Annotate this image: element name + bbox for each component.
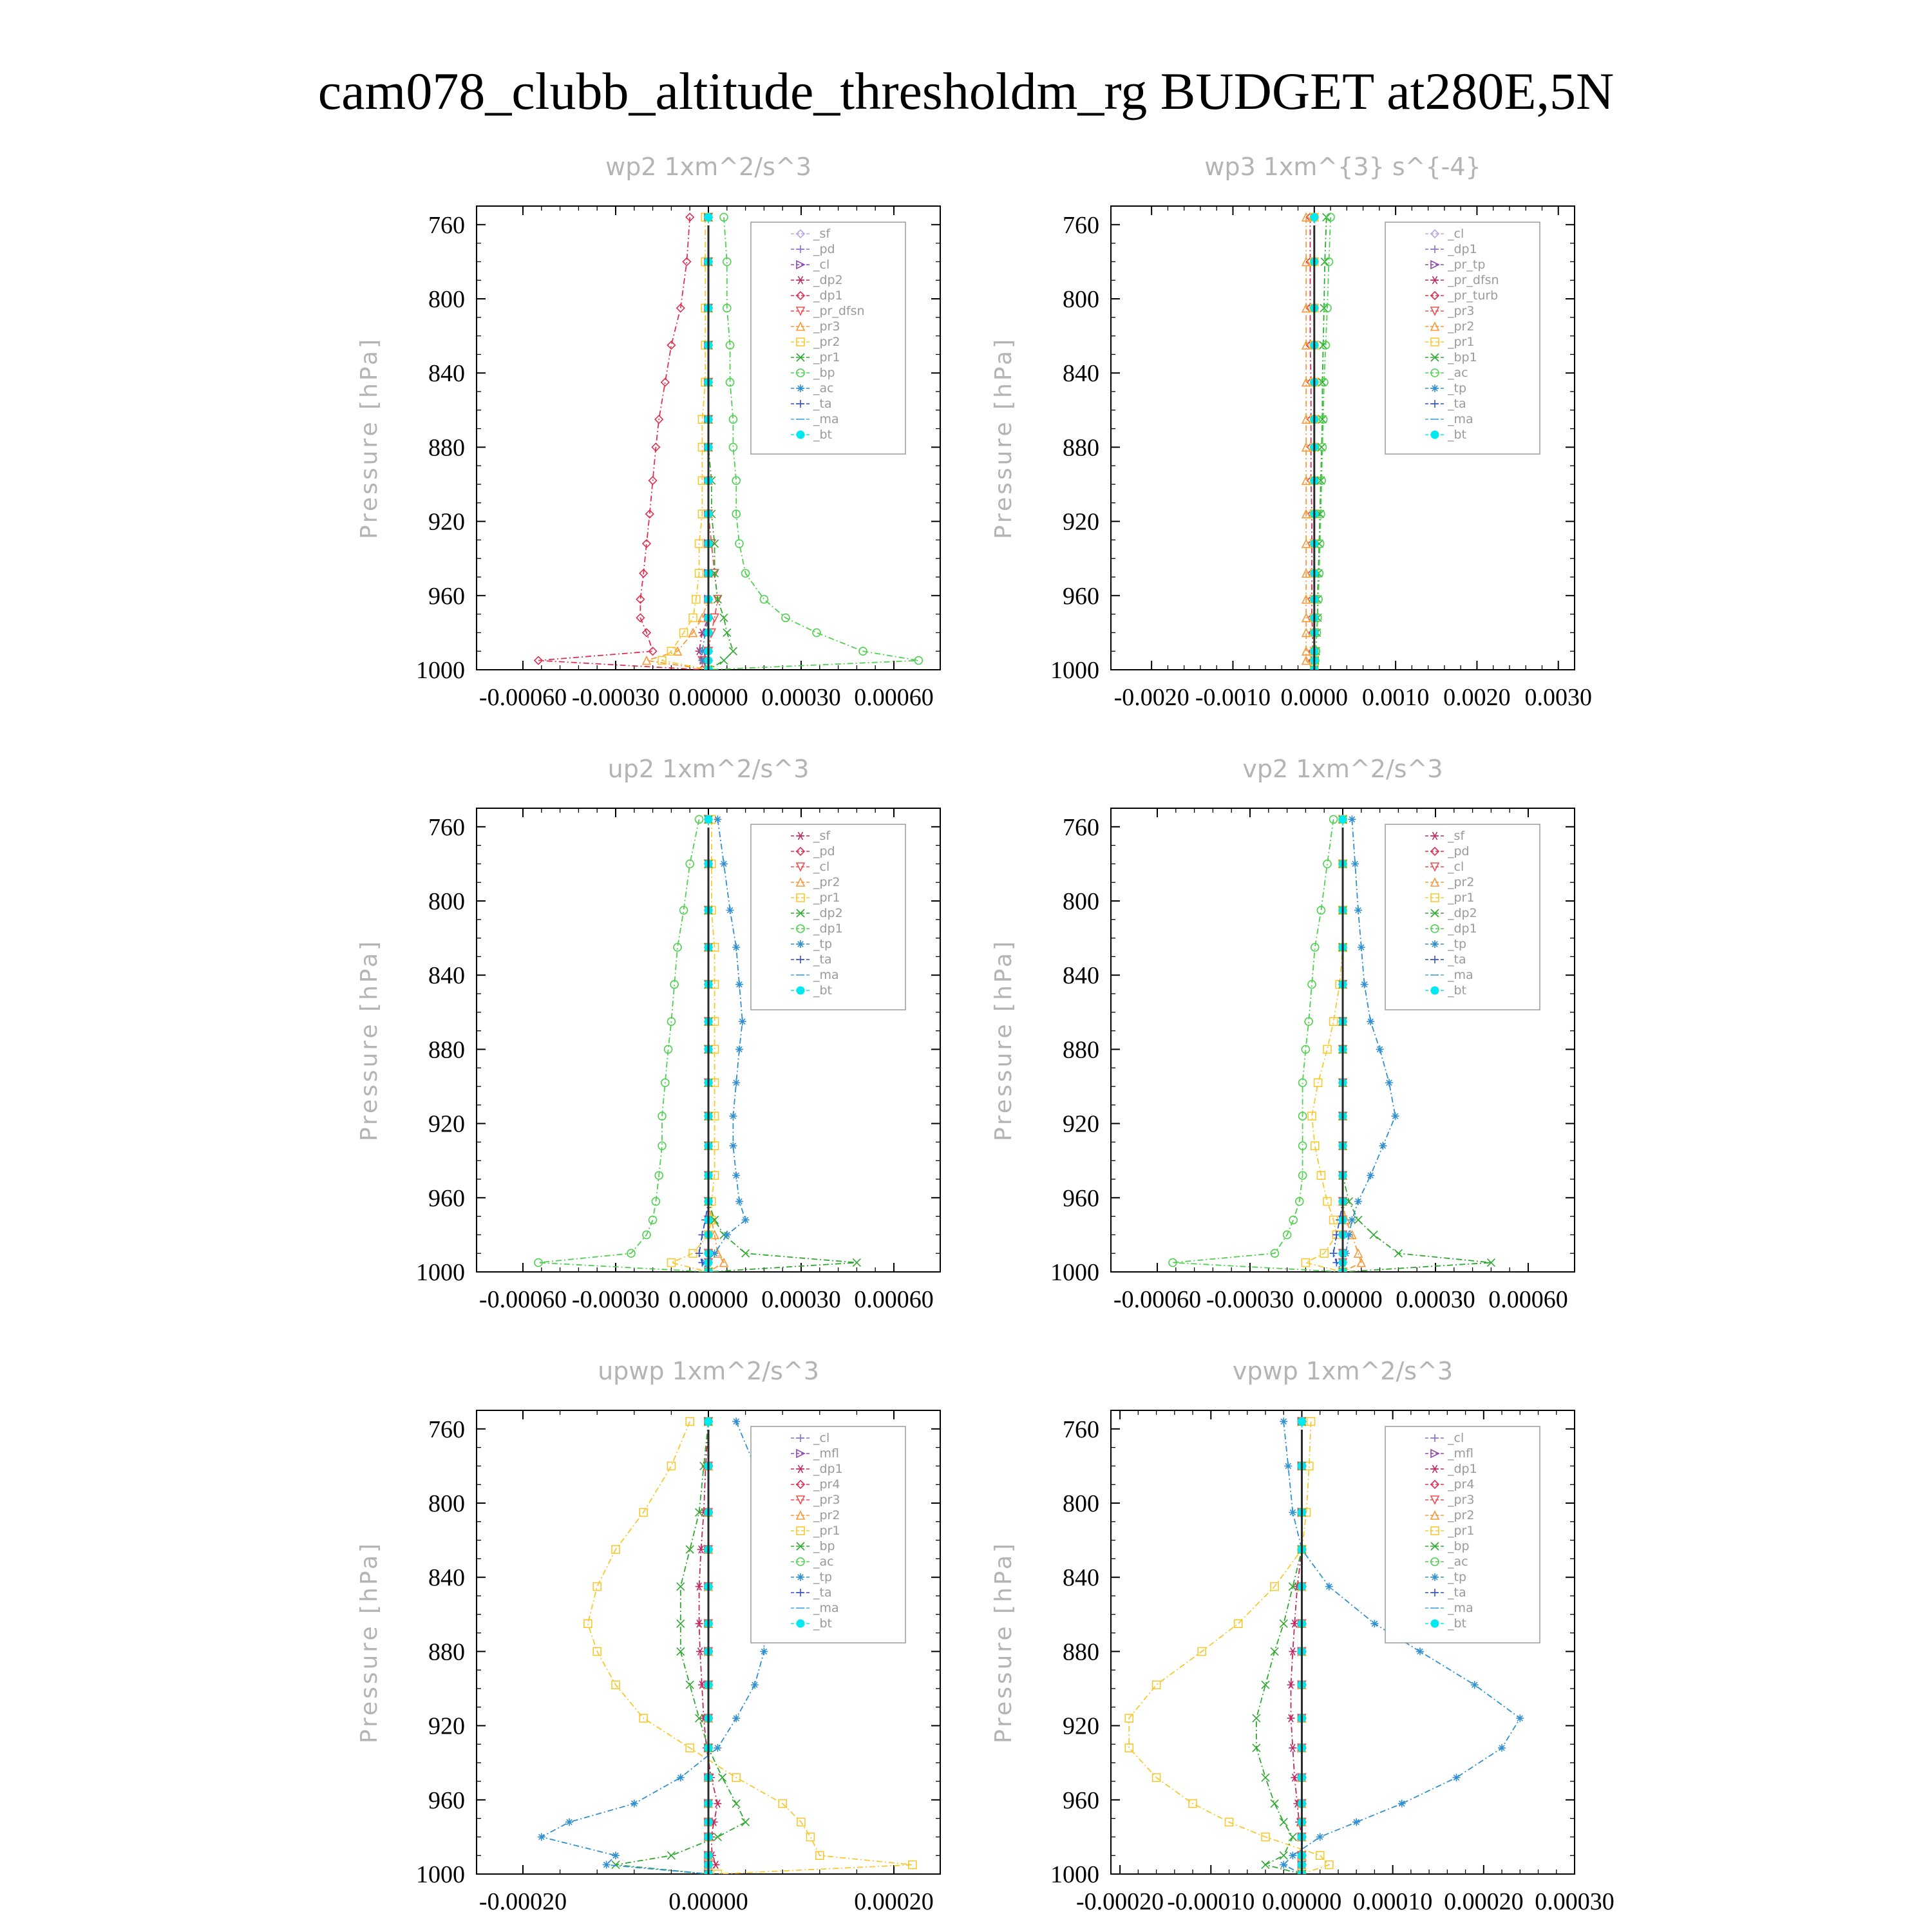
legend-label: _pr1 bbox=[1448, 891, 1475, 905]
series-point-tp bbox=[1325, 1583, 1333, 1591]
legend-label: _pr4 bbox=[1448, 1477, 1475, 1492]
series-point-tp bbox=[1516, 1714, 1524, 1722]
series-point-pr1 bbox=[686, 1417, 694, 1425]
x-tick-label: 0.00060 bbox=[1488, 1286, 1568, 1313]
series-point-bp bbox=[1262, 1861, 1269, 1869]
legend-label: _pr_dfsn bbox=[1448, 273, 1499, 287]
series-point-bp bbox=[1289, 1833, 1296, 1841]
series-point-pr1 bbox=[1302, 1259, 1309, 1267]
y-tick-label: 960 bbox=[428, 1786, 465, 1814]
series-point-tp bbox=[538, 1833, 545, 1841]
panel-2 bbox=[990, 153, 1592, 711]
y-tick-label: 920 bbox=[1063, 508, 1099, 536]
legend-label: _cl bbox=[813, 1431, 830, 1445]
x-tick-label: -0.00020 bbox=[1076, 1888, 1164, 1915]
y-tick-label: 1000 bbox=[416, 1861, 465, 1888]
series-point-tp bbox=[720, 860, 728, 867]
legend-label: _pr2 bbox=[813, 875, 840, 889]
plot-area bbox=[1302, 213, 1334, 674]
series-point-tp bbox=[1358, 943, 1365, 951]
panel-6 bbox=[990, 1357, 1615, 1915]
series-point-tp bbox=[1370, 1620, 1378, 1627]
y-axis-label: Pressure [hPa] bbox=[990, 1540, 1017, 1744]
y-tick-label: 960 bbox=[428, 1184, 465, 1212]
series-point-tp bbox=[735, 1198, 743, 1206]
panel-title: upwp 1xm^2/s^3 bbox=[598, 1357, 819, 1385]
panel-3 bbox=[356, 755, 940, 1313]
legend-marker bbox=[1431, 1573, 1439, 1581]
legend-label: _pr2 bbox=[1448, 875, 1475, 889]
series-point-bt bbox=[705, 213, 712, 221]
x-tick-label: -0.00030 bbox=[1206, 1286, 1294, 1313]
series-line-bp bbox=[616, 1421, 746, 1874]
legend-label: _dp2 bbox=[813, 906, 843, 920]
series-point-tp bbox=[714, 1744, 721, 1752]
legend-label: _dp1 bbox=[813, 922, 843, 936]
series-point-tp bbox=[1498, 1744, 1506, 1752]
series-point-tp bbox=[1367, 1018, 1374, 1025]
series-point-tp bbox=[677, 1774, 685, 1781]
panel-title: wp3 1xm^{3} s^{-4} bbox=[1204, 153, 1481, 181]
legend-marker bbox=[1431, 384, 1439, 392]
legend-label: _bt bbox=[813, 428, 833, 442]
x-tick-label: 0.00030 bbox=[761, 684, 841, 711]
y-tick-label: 1000 bbox=[416, 1259, 465, 1286]
legend-label: _dp2 bbox=[1448, 906, 1477, 920]
y-tick-label: 760 bbox=[1063, 1416, 1099, 1443]
series-point-tp bbox=[1348, 1216, 1356, 1224]
x-tick-label: 0.00030 bbox=[1535, 1888, 1615, 1915]
y-tick-label: 920 bbox=[1063, 1712, 1099, 1740]
legend-marker bbox=[797, 384, 804, 392]
y-tick-label: 920 bbox=[428, 508, 465, 536]
y-axis-label: Pressure [hPa] bbox=[356, 1540, 383, 1744]
legend-label: _pr3 bbox=[813, 1493, 840, 1507]
series-point-tp bbox=[1392, 1112, 1399, 1120]
series-point-bt bbox=[705, 815, 712, 823]
series-point-pr1 bbox=[1323, 1198, 1331, 1206]
series-point-tp bbox=[735, 981, 743, 989]
series-point-bp bbox=[1262, 1681, 1269, 1689]
series-point-pr1 bbox=[584, 1620, 592, 1627]
y-tick-label: 920 bbox=[428, 1110, 465, 1138]
y-tick-label: 840 bbox=[1063, 360, 1099, 388]
series-point-tp bbox=[1471, 1681, 1479, 1689]
series-point-tp bbox=[732, 1417, 740, 1425]
panel-title: up2 1xm^2/s^3 bbox=[607, 755, 810, 783]
series-point-tp bbox=[1289, 1852, 1296, 1859]
series-point-pr1 bbox=[720, 657, 728, 665]
series-line-dp1 bbox=[538, 819, 708, 1272]
x-tick-label: 0.0010 bbox=[1361, 684, 1430, 711]
y-tick-label: 840 bbox=[428, 1564, 465, 1592]
legend-label: _pr2 bbox=[813, 1508, 840, 1522]
series-point-tp bbox=[612, 1852, 620, 1859]
legend-label: _cl bbox=[1448, 860, 1464, 874]
legend-label: _ma bbox=[813, 1601, 839, 1615]
panel-4 bbox=[990, 755, 1575, 1313]
legend-label: _sf bbox=[1448, 829, 1465, 843]
series-point-tp bbox=[729, 1112, 737, 1120]
series-point-tp bbox=[739, 1018, 746, 1025]
x-tick-label: 0.00000 bbox=[1262, 1888, 1342, 1915]
series-point-tp bbox=[714, 815, 721, 823]
series-point-tp bbox=[1354, 1198, 1362, 1206]
series-point-pr1 bbox=[667, 1259, 675, 1267]
legend-label: _dp1 bbox=[1448, 922, 1477, 936]
series-point-tp bbox=[732, 1171, 740, 1179]
x-tick-label: 0.00030 bbox=[1396, 1286, 1475, 1313]
legend-label: _dp1 bbox=[813, 289, 843, 303]
series-point-bp bbox=[686, 1546, 694, 1553]
legend-label: _cl bbox=[1448, 1431, 1464, 1445]
y-tick-label: 880 bbox=[1063, 1638, 1099, 1666]
legend-label: _tp bbox=[1448, 381, 1467, 395]
series-point-tp bbox=[1398, 1800, 1406, 1808]
y-tick-label: 960 bbox=[1063, 1786, 1099, 1814]
legend-label: _ac bbox=[813, 1555, 834, 1569]
panel-5 bbox=[356, 1357, 940, 1915]
y-tick-label: 960 bbox=[1063, 582, 1099, 610]
series-point-tp bbox=[603, 1861, 611, 1869]
x-tick-label: 0.00020 bbox=[854, 1888, 934, 1915]
legend-label: _dp2 bbox=[813, 273, 843, 287]
series-point-tp bbox=[735, 1045, 743, 1053]
series-point-dp1 bbox=[1289, 1744, 1296, 1752]
y-tick-label: 960 bbox=[1063, 1184, 1099, 1212]
x-tick-label: 0.0030 bbox=[1524, 684, 1592, 711]
legend-label: _ma bbox=[813, 412, 839, 426]
series-point-tp bbox=[732, 943, 740, 951]
legend-label: _pr_dfsn bbox=[813, 304, 865, 318]
x-tick-label: 0.00000 bbox=[668, 684, 748, 711]
series-point-tp bbox=[1379, 1142, 1387, 1150]
x-tick-label: -0.00020 bbox=[478, 1888, 567, 1915]
series-point-bp bbox=[677, 1647, 685, 1655]
x-tick-label: -0.00010 bbox=[1167, 1888, 1255, 1915]
legend-label: _mfl bbox=[1448, 1446, 1473, 1461]
legend-label: _pr3 bbox=[1448, 304, 1475, 318]
legend-label: _dp1 bbox=[1448, 1462, 1477, 1476]
series-point-tp bbox=[1354, 906, 1362, 914]
y-tick-label: 880 bbox=[1063, 434, 1099, 462]
x-tick-label: -0.00060 bbox=[478, 684, 567, 711]
y-tick-label: 800 bbox=[428, 1490, 465, 1517]
x-tick-label: 0.00000 bbox=[668, 1888, 748, 1915]
y-tick-label: 840 bbox=[428, 360, 465, 388]
x-tick-label: 0.00000 bbox=[1303, 1286, 1383, 1313]
legend-label: _bp bbox=[813, 1539, 835, 1553]
series-point-tp bbox=[760, 1647, 768, 1655]
series-point-tp bbox=[630, 1800, 638, 1808]
legend-label: _pr1 bbox=[1448, 1524, 1475, 1538]
series-point-tp bbox=[732, 1079, 740, 1086]
series-point-tp bbox=[1284, 1462, 1292, 1470]
legend-label: _bt bbox=[1448, 1616, 1467, 1631]
series-point-ta bbox=[1330, 1249, 1338, 1257]
x-tick-label: 0.00060 bbox=[854, 684, 934, 711]
series-point-bp bbox=[732, 1800, 740, 1808]
y-tick-label: 920 bbox=[1063, 1110, 1099, 1138]
legend-marker bbox=[797, 940, 804, 948]
series-point-bp bbox=[1271, 1647, 1278, 1655]
series-point-bp bbox=[742, 1818, 750, 1826]
legend-label: _pr3 bbox=[1448, 1493, 1475, 1507]
series-point-tp bbox=[726, 906, 734, 914]
series-point-bp bbox=[686, 1681, 694, 1689]
legend-label: _pr_turb bbox=[1448, 289, 1499, 303]
series-point-bp bbox=[1280, 1818, 1287, 1826]
legend-label: _bp bbox=[1448, 1539, 1470, 1553]
legend-label: _sf bbox=[813, 227, 831, 241]
x-tick-label: 0.0000 bbox=[1280, 684, 1349, 711]
legend-marker bbox=[1431, 940, 1439, 948]
series-point-tp bbox=[742, 1216, 750, 1224]
legend-marker bbox=[1431, 431, 1439, 439]
legend-label: _tp bbox=[1448, 937, 1467, 951]
legend-label: _pd bbox=[1448, 844, 1470, 858]
y-tick-label: 760 bbox=[428, 1416, 465, 1443]
legend-marker bbox=[797, 1620, 804, 1627]
series-point-dp2 bbox=[1370, 1231, 1378, 1238]
legend-label: _ma bbox=[813, 968, 839, 982]
legend-label: _pd bbox=[813, 844, 835, 858]
legend-label: _tp bbox=[813, 937, 833, 951]
panel-title: vp2 1xm^2/s^3 bbox=[1242, 755, 1443, 783]
legend-label: _pd bbox=[813, 242, 835, 256]
y-tick-label: 760 bbox=[1063, 813, 1099, 841]
series-point-tp bbox=[565, 1818, 573, 1826]
series-point-tp bbox=[1316, 1833, 1324, 1841]
series-point-bp bbox=[1271, 1800, 1278, 1808]
legend-label: _bt bbox=[1448, 428, 1467, 442]
legend-label: _ta bbox=[813, 397, 832, 411]
series-point-tp bbox=[751, 1681, 759, 1689]
series-point-tp bbox=[1348, 815, 1356, 823]
series-point-bp bbox=[1253, 1744, 1260, 1752]
x-tick-label: 0.0020 bbox=[1443, 684, 1511, 711]
series-point-tp bbox=[1280, 1861, 1287, 1869]
series-line-dp1 bbox=[538, 217, 702, 670]
series-point-tp bbox=[723, 1231, 731, 1238]
y-tick-label: 800 bbox=[1063, 286, 1099, 313]
series-point-tp bbox=[1352, 1818, 1360, 1826]
figure-title: cam078_clubb_altitude_thresholdm_rg BUDGET at280E,5N bbox=[317, 62, 1615, 120]
y-tick-label: 880 bbox=[428, 1036, 465, 1064]
series-point-bt bbox=[1311, 213, 1318, 221]
y-tick-label: 800 bbox=[1063, 888, 1099, 915]
legend-label: _bt bbox=[1448, 983, 1467, 998]
series-point-bp bbox=[813, 629, 820, 636]
legend-label: _ta bbox=[813, 952, 832, 967]
y-tick-label: 960 bbox=[428, 582, 465, 610]
x-tick-label: 0.00010 bbox=[1352, 1888, 1433, 1915]
legend-label: _ac bbox=[813, 381, 834, 395]
series-point-pr1 bbox=[1323, 1045, 1331, 1053]
series-point-bp bbox=[719, 1774, 726, 1781]
legend-marker bbox=[797, 987, 804, 994]
x-tick-label: 0.00020 bbox=[1444, 1888, 1524, 1915]
series-point-bp bbox=[1280, 1852, 1287, 1859]
legend-label: _ta bbox=[1448, 952, 1466, 967]
series-point-tp bbox=[1280, 1417, 1287, 1425]
legend-label: _cl bbox=[1448, 227, 1464, 241]
x-tick-label: -0.00030 bbox=[571, 1286, 660, 1313]
series-point-bp bbox=[677, 1620, 685, 1627]
series-point-bt bbox=[1298, 1417, 1305, 1425]
legend-label: _pr1 bbox=[813, 350, 840, 365]
legend-label: _pr3 bbox=[813, 319, 840, 334]
legend-label: _ma bbox=[1448, 1601, 1473, 1615]
panel-title: wp2 1xm^2/s^3 bbox=[605, 153, 811, 181]
legend-label: _ma bbox=[1448, 968, 1473, 982]
legend-label: _dp1 bbox=[813, 1462, 843, 1476]
series-point-tp bbox=[1361, 981, 1368, 989]
legend-label: _pr4 bbox=[813, 1477, 840, 1492]
legend-label: _pr2 bbox=[1448, 319, 1475, 334]
series-point-tp bbox=[1367, 1171, 1374, 1179]
series-point-tp bbox=[1376, 1045, 1384, 1053]
x-tick-label: -0.00030 bbox=[571, 684, 660, 711]
series-point-pr2 bbox=[1354, 1249, 1362, 1257]
y-tick-label: 760 bbox=[1063, 211, 1099, 239]
series-point-bp bbox=[1253, 1714, 1260, 1722]
y-tick-label: 760 bbox=[428, 211, 465, 239]
legend-label: _mfl bbox=[813, 1446, 839, 1461]
y-tick-label: 840 bbox=[1063, 962, 1099, 990]
y-tick-label: 840 bbox=[428, 962, 465, 990]
x-tick-label: -0.0020 bbox=[1113, 684, 1189, 711]
x-tick-label: 0.00060 bbox=[854, 1286, 934, 1313]
panel-title: vpwp 1xm^2/s^3 bbox=[1232, 1357, 1454, 1385]
series-point-pr1 bbox=[667, 1462, 675, 1470]
y-tick-label: 840 bbox=[1063, 1564, 1099, 1592]
series-point-pr1 bbox=[723, 629, 731, 636]
series-point-bp bbox=[1280, 1620, 1287, 1627]
legend-label: _ta bbox=[1448, 1586, 1466, 1600]
x-tick-label: -0.00060 bbox=[478, 1286, 567, 1313]
series-point-bp bbox=[667, 1852, 675, 1859]
series-point-bp bbox=[677, 1583, 685, 1591]
series-point-dp2 bbox=[742, 1249, 750, 1257]
series-point-dp2 bbox=[1394, 1249, 1402, 1257]
legend-label: _cl bbox=[813, 860, 830, 874]
y-tick-label: 1000 bbox=[1050, 1259, 1099, 1286]
series-point-dp1 bbox=[667, 341, 675, 349]
legend-label: _pr1 bbox=[1448, 335, 1475, 349]
legend-label: _ac bbox=[1448, 1555, 1468, 1569]
series-point-pr1 bbox=[729, 647, 737, 655]
legend-label: _ta bbox=[813, 1586, 832, 1600]
series-point-tp bbox=[1351, 860, 1359, 867]
series-point-tp bbox=[1416, 1647, 1424, 1655]
legend-label: _bt bbox=[813, 1616, 833, 1631]
series-point-pr1 bbox=[806, 1833, 814, 1841]
legend-label: _cl bbox=[813, 258, 830, 272]
y-tick-label: 1000 bbox=[1050, 657, 1099, 684]
series-point-tp bbox=[729, 1142, 737, 1150]
x-tick-label: 0.00000 bbox=[668, 1286, 748, 1313]
series-point-pr2 bbox=[689, 614, 697, 621]
legend-marker bbox=[797, 1573, 804, 1581]
series-point-bp bbox=[1262, 1774, 1269, 1781]
series-point-bt bbox=[705, 1417, 712, 1425]
series-point-tp bbox=[732, 1714, 740, 1722]
legend-label: _ac bbox=[1448, 366, 1468, 380]
y-tick-label: 1000 bbox=[1050, 1861, 1099, 1888]
y-axis-label: Pressure [hPa] bbox=[356, 938, 383, 1142]
x-tick-label: 0.00030 bbox=[761, 1286, 841, 1313]
legend-label: _tp bbox=[813, 1570, 833, 1584]
legend-label: _ma bbox=[1448, 412, 1473, 426]
legend-marker bbox=[797, 431, 804, 439]
legend-label: _pr1 bbox=[813, 1524, 840, 1538]
legend-label: _sf bbox=[813, 829, 831, 843]
series-point-tp bbox=[1452, 1774, 1460, 1781]
legend-label: _pr2 bbox=[813, 335, 840, 349]
legend-marker bbox=[1431, 987, 1439, 994]
legend-label: _bp1 bbox=[1448, 350, 1477, 365]
series-point-tp bbox=[1289, 1508, 1296, 1516]
series-point-dp1 bbox=[714, 1800, 721, 1808]
y-tick-label: 800 bbox=[428, 286, 465, 313]
legend-label: _pr2 bbox=[1448, 1508, 1475, 1522]
legend-label: _bt bbox=[813, 983, 833, 998]
x-tick-label: -0.0010 bbox=[1195, 684, 1271, 711]
series-point-dp1 bbox=[1289, 1216, 1297, 1224]
legend-label: _bp bbox=[813, 366, 835, 380]
series-point-dp2 bbox=[853, 1259, 860, 1267]
panel-1 bbox=[356, 153, 940, 711]
series-point-tp bbox=[1385, 1079, 1393, 1086]
series-line-tp bbox=[542, 1421, 764, 1874]
legend-label: _pr1 bbox=[813, 891, 840, 905]
series-point-bp bbox=[760, 596, 768, 603]
legend-label: _ta bbox=[1448, 397, 1466, 411]
legend-label: _dp1 bbox=[1448, 242, 1477, 256]
y-tick-label: 880 bbox=[428, 1638, 465, 1666]
y-tick-label: 880 bbox=[428, 434, 465, 462]
y-axis-label: Pressure [hPa] bbox=[990, 336, 1017, 540]
series-point-pr1 bbox=[593, 1583, 601, 1591]
y-axis-label: Pressure [hPa] bbox=[990, 938, 1017, 1142]
series-point-bt bbox=[1339, 815, 1347, 823]
y-tick-label: 1000 bbox=[416, 657, 465, 684]
y-tick-label: 800 bbox=[1063, 1490, 1099, 1517]
y-tick-label: 760 bbox=[428, 813, 465, 841]
legend-marker bbox=[1431, 1620, 1439, 1627]
y-tick-label: 880 bbox=[1063, 1036, 1099, 1064]
series-line-dp1 bbox=[1173, 819, 1343, 1272]
legend-label: _tp bbox=[1448, 1570, 1467, 1584]
legend-label: _pr_tp bbox=[1448, 258, 1486, 272]
y-tick-label: 800 bbox=[428, 888, 465, 915]
y-axis-label: Pressure [hPa] bbox=[356, 336, 383, 540]
x-tick-label: -0.00060 bbox=[1113, 1286, 1202, 1313]
y-tick-label: 920 bbox=[428, 1712, 465, 1740]
